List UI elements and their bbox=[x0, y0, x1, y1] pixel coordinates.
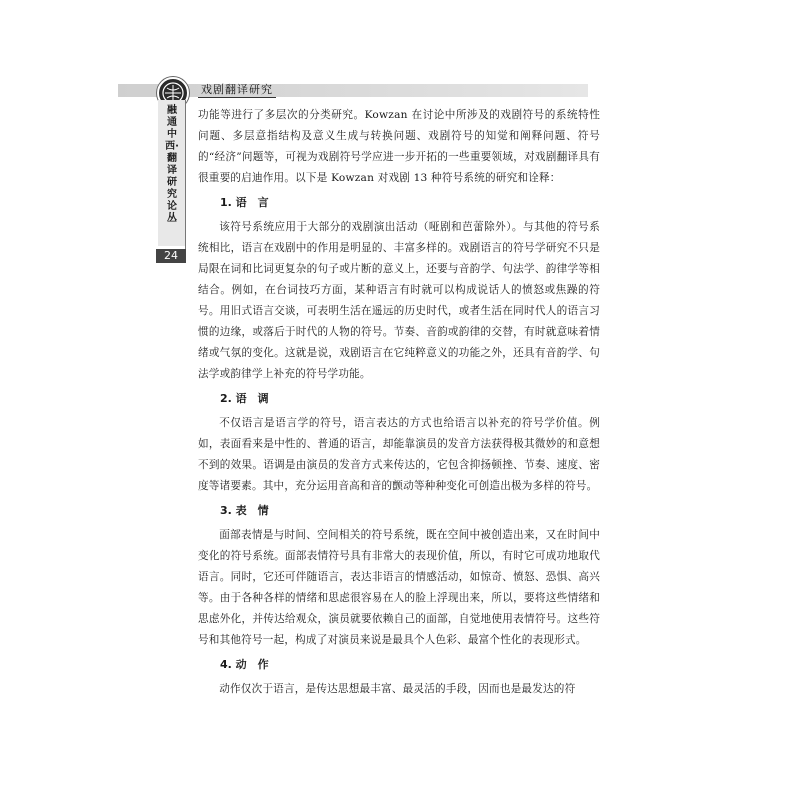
section-paragraph: 该符号系统应用于大部分的戏剧演出活动（哑剧和芭蕾除外）。与其他的符号系统相比，语言在戏剧中的作用是明显的、丰富多样的。戏剧语言的符号学研究不只是局限在词和比词更复杂的句子或片断的意义上，还要与音韵学、句法学、韵律学等相结合。例如，在台词技巧方面，某种语言有时就可以构成说话人的愤怒或焦躁的符号。用旧式语言交谈，可表明生活在遥远的历史时代，或者生活在同时代人的语言习惯的边缘，或落后于时代的人物的符号。节奏、音韵或韵律的交替，有时就意味着情绪或气氛的变化。这就是说，戏剧语言在它纯粹意义的功能之外，还具有音韵学、句法学或韵律学上补充的符号学功能。 bbox=[198, 221, 600, 380]
section-heading: 4. 动 作 bbox=[220, 658, 269, 671]
section-paragraph: 不仅语言是语言学的符号，语言表达的方式也给语言以补充的符号学价值。例如，表面看来是中性的、普通的语言，却能靠演员的发音方法获得极其微妙的和意想不到的效果。语调是由演员的发音方式来传达的，它包含抑扬顿挫、节奏、速度、密度等诸要素。其中，充分运用音高和音的颤动等种种变化可创造出极为多样的符号。 bbox=[198, 417, 600, 492]
intro-paragraph: 功能等进行了多层次的分类研究。Kowzan 在讨论中所涉及的戏剧符号的系统特性问题、多层意指结构及意义生成与转换问题、戏剧符号的知觉和阐释问题、符号的“经济”问题等，可视为戏剧符号学应进一步开拓的一些重要领域，对戏剧翻译具有很重要的启迪作用。以下是 Kowzan 对戏剧 13 种符号系统的研究和诠释： bbox=[198, 109, 600, 184]
page-number: 24 bbox=[156, 249, 186, 263]
section-paragraph: 面部表情是与时间、空间相关的符号系统，既在空间中被创造出来，又在时间中变化的符号系统。面部表情符号具有非常大的表现价值，所以，有时它可成功地取代语言。同时，它还可伴随语言，表达非语言的情感活动，如惊奇、愤怒、恐惧、高兴等。由于各种各样的情绪和思虑很容易在人的脸上浮现出来，所以，要将这些情绪和思虑外化，并传达给观众，演员就要依赖自己的面部，自觉地使用表情符号。这些符号和其他符号一起，构成了对演员来说是最具个人色彩、最富个性化的表现形式。 bbox=[198, 529, 600, 646]
section-heading: 2. 语 调 bbox=[220, 392, 269, 405]
section-paragraph: 动作仅次于语言，是传达思想最丰富、最灵活的手段，因而也是最发达的符 bbox=[219, 683, 576, 695]
series-title: 融通中西·翻译研究论丛 bbox=[165, 105, 179, 224]
section-heading: 3. 表 情 bbox=[220, 504, 269, 517]
main-text bbox=[198, 105, 600, 700]
header-underline bbox=[198, 97, 276, 98]
sidebar-divider bbox=[185, 100, 186, 260]
running-header-title: 戏剧翻译研究 bbox=[201, 83, 273, 96]
section-heading: 1. 语 言 bbox=[220, 196, 269, 209]
